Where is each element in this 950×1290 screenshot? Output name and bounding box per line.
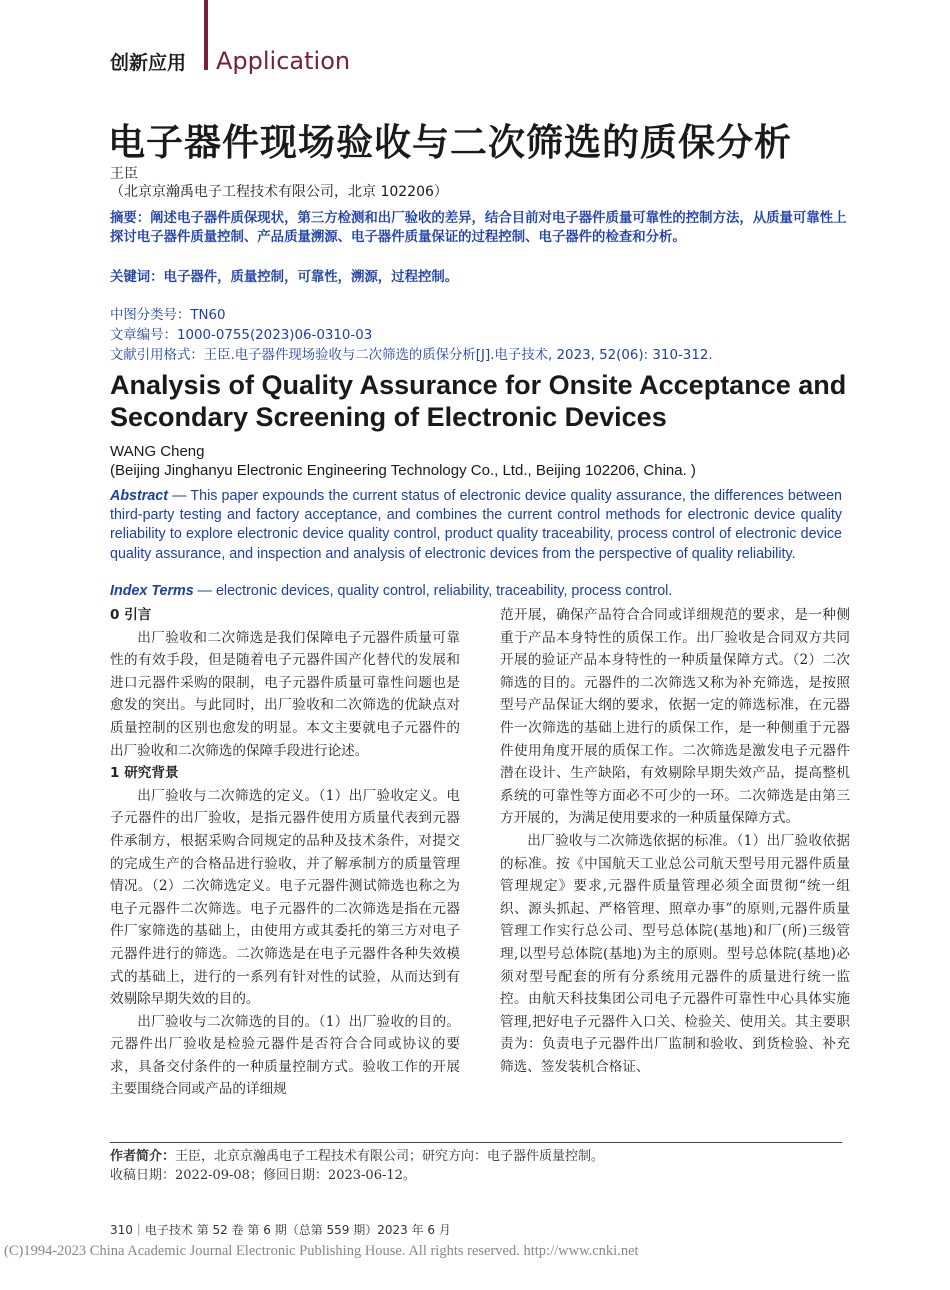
index-terms-label: Index Terms (110, 583, 194, 599)
abstract-en-text: — This paper expounds the current status of electronic device quality assurance, the differences between third-party testing and factory acceptance, and combines the current control methods for electronic device quality reliability to explore electronic device quality control, product quality traceability, process control of electronic device quality assurance, and inspection and analysis of electronic devices from the perspective of quality reliability. (110, 488, 842, 562)
index-terms-text: — electronic devices, quality control, reliability, traceability, process control. (193, 583, 673, 599)
author-zh: 王臣 (110, 166, 138, 182)
author-bio (110, 1145, 604, 1164)
affiliation-en: (Beijing Jinghanyu Electronic Engineering Technology Co., Ltd., Beijing 102206, China. ) (110, 462, 696, 479)
header-accent-bar (204, 0, 208, 70)
keywords-zh: 关键词：电子器件，质量控制，可靠性，溯源，过程控制。 (110, 270, 459, 285)
author-en: WANG Cheng (110, 443, 205, 460)
article-number: 文章编号：1000-0755(2023)06-0310-03 (110, 328, 373, 343)
paragraph: 出厂验收与二次筛选依据的标准。（1）出厂验收依据的标准。按《中国航天工业总公司航天型号用元器件质量管理规定》要求,元器件质量管理必须全面贯彻“统一组织、源头抓起、严格管理、照章办事”的原则,元器件质量管理工作实行总公司、型号总体院(基地)和厂(所)三级管理,以型号总体院(基地)为主的原则。型号总体院(基地)必须对型号配套的所有分系统用元器件的质量进行统一监控。由航天科技集团公司电子元器件可靠性中心具体实施管理,把好电子元器件入口关、检验关、使用关。其主要职责为：负责电子元器件出厂监制和验收、到货检验、补充筛选、签发装机合格证、 (500, 832, 850, 1075)
abstract-zh: 摘要：阐述电子器件质保现状，第三方检测和出厂验收的差异，结合目前对电子器件质量可靠性的控制方法，从质量可靠性上探讨电子器件质量控制、产品质量溯源、电子器件质量保证的过程控制、电子器件的检查和分析。 (110, 211, 847, 245)
page-title-en: Analysis of Quality Assurance for Onsite Acceptance and Secondary Screening of Electronic Devices (110, 370, 847, 432)
citation-format: 文献引用格式：王臣.电子器件现场验收与二次筛选的质保分析[J].电子技术, 2023, 52(06): 310-312. (110, 348, 713, 363)
paragraph: 范开展，确保产品符合合同或详细规范的要求，是一种侧重于产品本身特性的质保工作。出厂验收是合同双方共同开展的验证产品本身特性的一种质量保障方式。（2）二次筛选的目的。元器件的二次筛选又称为补充筛选，是按照型号产品保证大纲的要求，依据一定的筛选标准，在元器件一次筛选的基础上进行的质保工作，是一种侧重于元器件使用角度开展的质保工作。二次筛选是激发电子元器件潜在设计、生产缺陷，有效剔除早期失效产品，提高整机系统的可靠性等方面必不可少的一环。二次筛选是由第三方开展的，为满足使用要求的一种质量保障方式。 (500, 607, 850, 827)
author-bio-text: 王臣，北京京瀚禹电子工程技术有限公司；研究方向：电子器件质量控制。 (175, 1149, 605, 1164)
received-dates: 收稿日期：2022-09-08；修回日期：2023-06-12。 (110, 1168, 416, 1183)
paragraph: 出厂验收和二次筛选是我们保障电子元器件质量可靠性的有效手段，但是随着电子元器件国产化替代的发展和进口元器件采购的限制，电子元器件质量可靠性问题也是愈发的突出。与此同时，出厂验收和二次筛选的优缺点对质量控制的区别也愈发的明显。本文主要就电子元器件的出厂验收和二次筛选的保障手段进行论述。 (110, 629, 460, 759)
paragraph: 出厂验收与二次筛选的定义。（1）出厂验收定义。电子元器件的出厂验收，是指元器件使用方质量代表到元器件承制方，根据采购合同规定的品种及技术条件，对提交的完成生产的合格品进行验收，并了解承制方的质量管理情况。（2）二次筛选定义。电子元器件测试筛选也称之为电子元器件二次筛选。电子元器件的二次筛选是指在元器件厂家筛选的基础上，由使用方或其委托的第三方对电子元器件进行的筛选。二次筛选是在电子元器件各种失效模式的基础上，进行的一系列有针对性的试验，从而达到有效剔除早期失效的目的。 (110, 787, 460, 1008)
abstract-en (110, 487, 842, 564)
page-info: 310｜电子技术 第 52 卷 第 6 期（总第 559 期）2023 年 6 月 (110, 1223, 451, 1237)
copyright-watermark: (C)1994-2023 China Academic Journal Electronic Publishing House. All rights reserved. http://www.cnki.net (4, 1243, 639, 1259)
author-bio-label: 作者简介： (110, 1149, 176, 1164)
index-terms (110, 583, 672, 599)
body-column-right (500, 604, 850, 1078)
body-column-left (110, 604, 460, 1101)
section-label-en: Application (216, 47, 351, 75)
paragraph: 出厂验收与二次筛选的目的。（1）出厂验收的目的。元器件出厂验收是检验元器件是否符合合同或协议的要求，具备交付条件的一种质量控制方式。验收工作的开展主要围绕合同或产品的详细规 (110, 1013, 460, 1098)
affiliation-zh: （北京京瀚禹电子工程技术有限公司，北京 102206） (110, 184, 448, 200)
page-title-zh: 电子器件现场验收与二次筛选的质保分析 (108, 121, 792, 164)
footnote-divider (110, 1142, 842, 1143)
section-heading-intro: 0 引言 (110, 607, 152, 623)
section-label-zh: 创新应用 (110, 52, 187, 74)
section-heading-background: 1 研究背景 (110, 765, 179, 782)
clc-number: 中图分类号：TN60 (110, 308, 226, 323)
abstract-en-label: Abstract (110, 488, 168, 504)
